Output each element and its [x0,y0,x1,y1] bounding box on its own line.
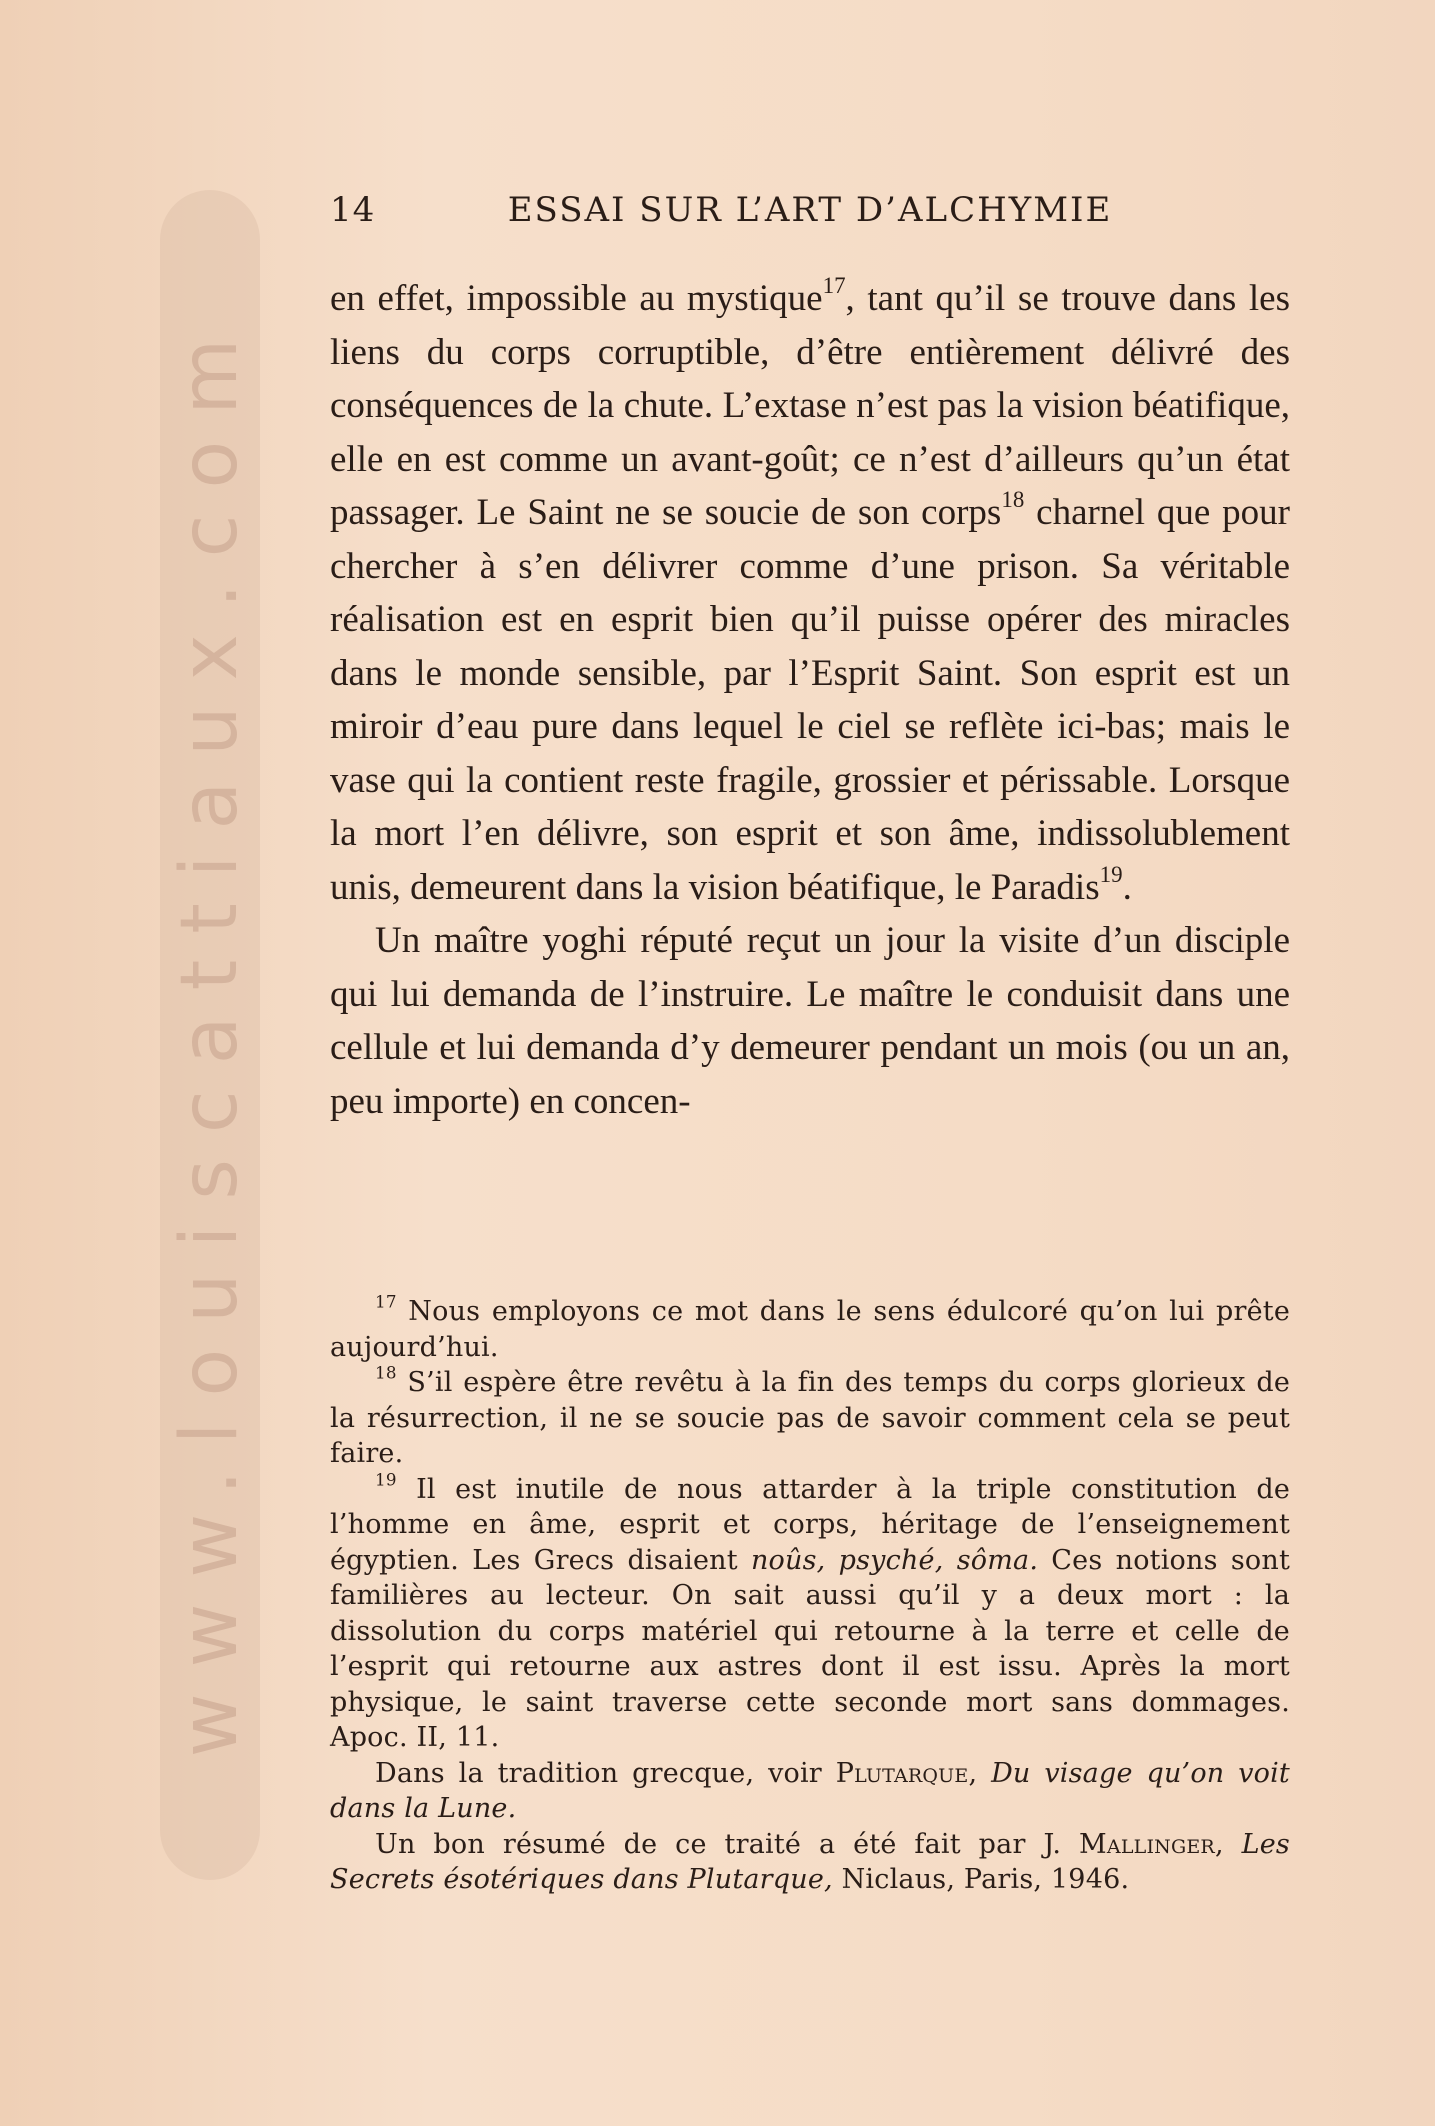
footnote-text: Un bon résumé de ce traité a été fait par J. [375,1828,1080,1860]
text-segment: en effet, impossible au mystique [330,278,823,319]
text-segment: , tant qu’il se trouve dans les liens du corps corruptible, d’être entièrement délivré des conséquences de la chute. L’extase n’est pas la vision béatifique, elle en est comme un avant-goût; ce n’est d’ailleurs qu’un état passager. Le Saint ne se soucie de son corps [330,278,1290,533]
work-title: Les Secrets ésotériques dans Plutarque, [330,1828,1290,1895]
footnote-text: Dans la tradition grecque, voir [375,1757,836,1789]
footnote-19-reference [330,1827,1290,1898]
page-header [330,190,1290,240]
watermark [160,190,260,1880]
paragraph-2: Un maître yoghi réputé reçut un jour la visite d’un disciple qui lui demanda de l’instruire. Le maître le conduisit dans une cellule et lui demanda d’y demeurer pendant un mois (ou un an, peu importe) en concen- [330,920,1290,1122]
footnote-text: Il est inutile de nous attarder à la triple constitution de l’homme en âme, esprit et corps, héritage de l’enseignement égyptien. Les Grecs disaient [330,1473,1290,1576]
footnote-ref-17: 17 [822,272,846,298]
watermark-text: www.louiscattiaux.com [165,312,255,1758]
footnote-number: 19 [375,1468,397,1489]
text-segment: charnel que pour chercher à s’en délivrer comme d’une prison. Sa véritable réalisation est en esprit bien qu’il puisse opérer des miracles dans le monde sensible, par l’Esprit Saint. Son esprit est un miroir d’eau pure dans lequel le ciel se reflète ici-bas; mais le vase qui la contient reste fragile, grossier et périssable. Lorsque la mort l’en délivre, son esprit et son âme, indissolublement unis, demeurent dans la vision béatifique, le Paradis [330,492,1290,908]
footnote-text: S’il espère être revêtu à la fin des temps du corps glorieux de la résurrection, il ne se soucie pas de savoir comment cela se peut faire. [330,1367,1290,1469]
footnote-text: , [968,1757,992,1789]
page-number: 14 [330,190,376,230]
author-name: Plutarque [835,1757,969,1789]
body-text [330,272,1290,1128]
footnote-19-continued [330,1756,1290,1827]
footnote-number: 18 [375,1362,397,1383]
text-segment: . [1122,866,1132,908]
footnote-ref-19: 19 [1099,861,1123,887]
footnote-text: Nous employons ce mot dans le sens édulcoré qu’on lui prête aujourd’hui. [330,1296,1290,1363]
footnotes [330,1291,1290,1898]
footnote-text: , [1214,1828,1224,1860]
footnote-17 [330,1291,1290,1365]
work-title: Du visage qu’on voit dans la Lune. [330,1757,1290,1824]
footnote-text: Ces notions sont familières au lecteur. On sait aussi qu’il y a deux mort : la dissolution du corps matériel qui retourne à la terre et celle de l’esprit qui retourne aux astres dont il est issu. Après la mort physique, le saint traverse cette seconde mort sans dommages. Apoc. II, 11. [330,1544,1290,1753]
paragraph-1 [330,272,1290,914]
greek-terms: noûs, psyché, sôma. [750,1544,1039,1576]
footnote-18 [330,1362,1290,1472]
running-title: ESSAI SUR L’ART D’ALCHYMIE [507,190,1113,230]
author-name: Mallinger [1079,1828,1215,1860]
footnote-number: 17 [375,1291,397,1312]
footnote-19 [330,1468,1290,1756]
footnote-text: Niclaus, Paris, 1946. [832,1864,1130,1895]
footnote-ref-18: 18 [1001,486,1025,512]
